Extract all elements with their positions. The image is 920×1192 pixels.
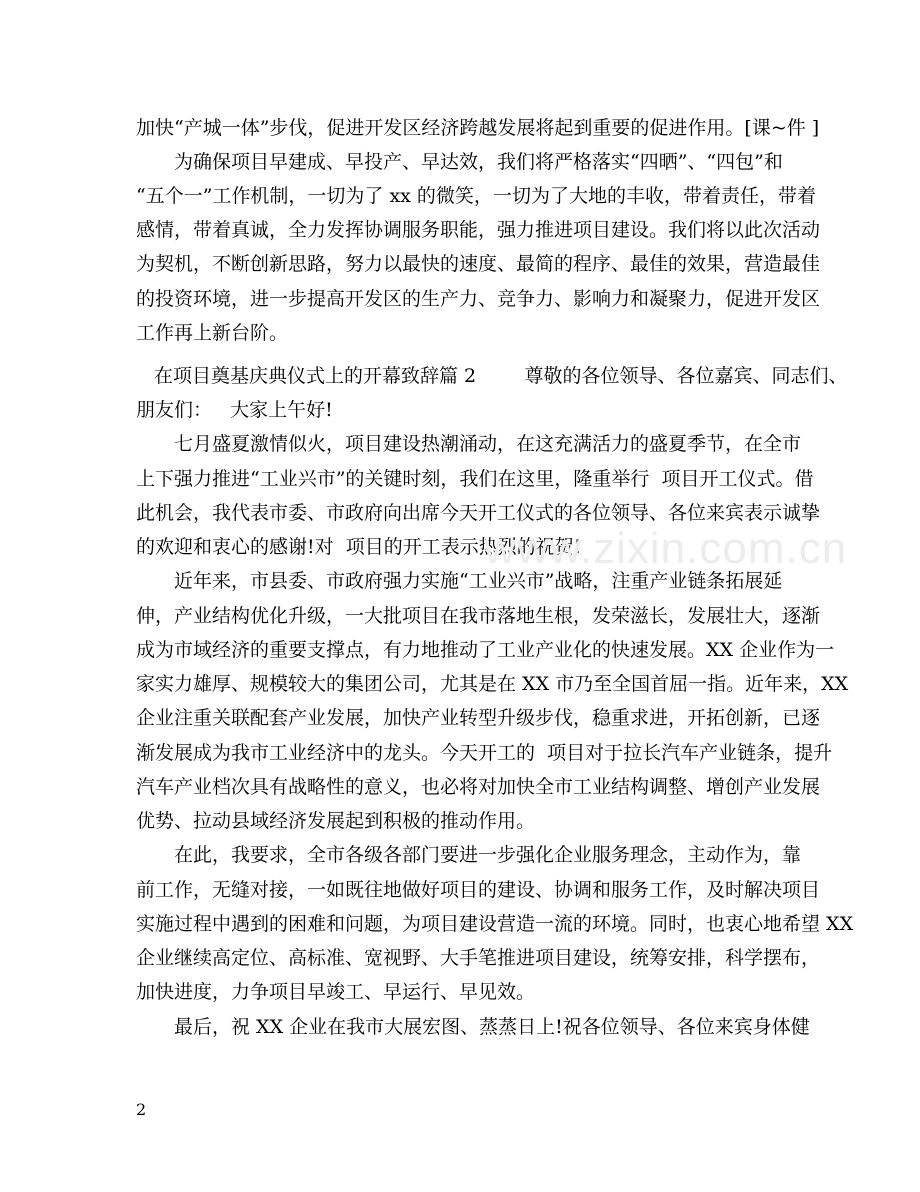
text-line-27: 最后，祝 XX 企业在我市大展宏图、蒸蒸日上!祝各位领导、各位来宾身体健: [174, 1016, 810, 1038]
text-line-4: 感情，带着真诚，全力发挥协调服务职能，强力推进项目建设。我们将以此次活动: [136, 219, 821, 241]
text-line-7: 工作再上新台阶。: [136, 322, 289, 344]
text-line-26: 加快进度，力争项目早竣工、早运行、早见效。: [136, 981, 536, 1003]
text-line-14: 近年来，市县委、市政府强力实施“工业兴市”战略，注重产业链条拓展延: [174, 570, 783, 592]
text-line-11: 上下强力推进“工业兴市”的关键时刻，我们在这里，隆重举行 项目开工仪式。借: [136, 468, 814, 490]
text-line-15: 伸，产业结构优化升级，一大批项目在我市落地生根，发荣滋长，发展壮大，逐渐: [136, 605, 821, 627]
text-line-2: 为确保项目早建成、早投产、早达效，我们将严格落实“四晒”、“四包”和: [174, 151, 783, 173]
page-number: 2: [136, 1100, 147, 1119]
text-line-16: 成为市域经济的重要支撑点，有力地推动了工业产业化的快速发展。XX 企业作为一: [136, 639, 835, 661]
text-line-6: 的投资环境，进一步提高开发区的生产力、竞争力、影响力和凝聚力，促进开发区: [136, 288, 821, 310]
text-line-23: 前工作，无缝对接，一如既往地做好项目的建设、协调和服务工作，及时解决项目: [136, 879, 821, 901]
text-line-9: 朋友们： 大家上午好!: [136, 399, 333, 421]
text-line-10: 七月盛夏激情似火，项目建设热潮涌动，在这充满活力的盛夏季节，在全市: [174, 433, 802, 455]
text-line-24: 实施过程中遇到的困难和问题，为项目建设营造一流的环境。同时，也衷心地希望 XX: [136, 913, 854, 935]
text-line-19: 渐发展成为我市工业经济中的龙头。今天开工的 项目对于拉长汽车产业链条，提升: [136, 742, 833, 764]
text-line-18: 企业注重关联配套产业发展，加快产业转型升级步伐，稳重求进，开拓创新，已逐: [136, 707, 821, 729]
text-line-21: 优势、拉动县域经济发展起到积极的推动作用。: [136, 810, 536, 832]
text-line-25: 企业继续高定位、高标准、宽视野、大手笔推进项目建设，统筹安排，科学摆布，: [136, 947, 821, 969]
text-line-22: 在此，我要求，全市各级各部门要进一步强化企业服务理念，主动作为，靠: [174, 844, 802, 866]
text-line-8: 在项目奠基庆典仪式上的开幕致辞篇 2 尊敬的各位领导、各位嘉宾、同志们、: [154, 365, 848, 387]
text-line-12: 此机会，我代表市委、市政府向出席今天开工仪式的各位领导、各位来宾表示诚挚: [136, 502, 821, 524]
watermark: www.zixin.com.cn: [484, 524, 848, 573]
text-line-3: “五个一”工作机制，一切为了 xx 的微笑，一切为了大地的丰收，带着责任，带着: [136, 185, 816, 207]
text-line-1: 加快“产城一体”步伐，促进开发区经济跨越发展将起到重要的促进作用。[课~件 ]: [136, 117, 820, 139]
text-line-17: 家实力雄厚、规模较大的集团公司，尤其是在 XX 市乃至全国首屈一指。近年来，XX: [136, 673, 849, 695]
text-line-20: 汽车产业档次具有战略性的意义，也必将对加快全市工业结构调整、增创产业发展: [136, 776, 821, 798]
text-line-13: 的欢迎和衷心的感谢!对 项目的开工表示热烈的祝贺!: [136, 536, 582, 558]
text-line-5: 为契机，不断创新思路，努力以最快的速度、最简的程序、最佳的效果，营造最佳: [136, 253, 821, 275]
